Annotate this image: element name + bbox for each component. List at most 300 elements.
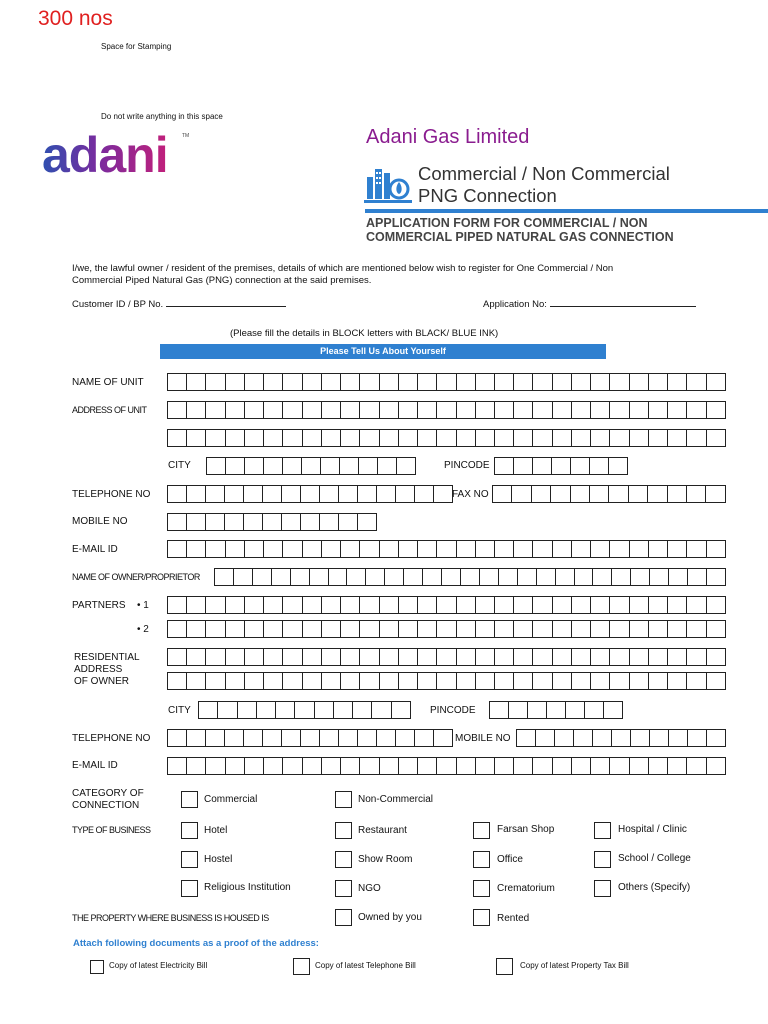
char-box[interactable] — [303, 540, 322, 558]
char-box[interactable] — [514, 596, 533, 614]
city-2-boxes[interactable] — [198, 701, 411, 719]
char-box[interactable] — [495, 757, 514, 775]
char-box[interactable] — [399, 672, 418, 690]
ngo-checkbox[interactable] — [335, 880, 352, 897]
char-box[interactable] — [206, 485, 225, 503]
char-box[interactable] — [649, 429, 668, 447]
char-box[interactable] — [339, 513, 358, 531]
owner-name-boxes[interactable] — [214, 568, 726, 586]
char-box[interactable] — [187, 729, 206, 747]
char-box[interactable] — [329, 568, 348, 586]
char-box[interactable] — [322, 540, 341, 558]
char-box[interactable] — [322, 429, 341, 447]
char-box[interactable] — [360, 373, 379, 391]
char-box[interactable] — [553, 429, 572, 447]
char-box[interactable] — [225, 485, 244, 503]
char-box[interactable] — [707, 620, 726, 638]
char-box[interactable] — [591, 672, 610, 690]
char-box[interactable] — [532, 485, 551, 503]
residential-address-boxes-1[interactable] — [167, 648, 726, 666]
char-box[interactable] — [263, 485, 282, 503]
partner-1-boxes[interactable] — [167, 596, 726, 614]
char-box[interactable] — [320, 729, 339, 747]
char-box[interactable] — [669, 568, 688, 586]
char-box[interactable] — [649, 648, 668, 666]
commercial-checkbox[interactable] — [181, 791, 198, 808]
char-box[interactable] — [238, 701, 257, 719]
char-box[interactable] — [320, 485, 339, 503]
char-box[interactable] — [283, 596, 302, 614]
char-box[interactable] — [418, 757, 437, 775]
char-box[interactable] — [360, 672, 379, 690]
char-box[interactable] — [533, 596, 552, 614]
fax-boxes[interactable] — [492, 485, 726, 503]
char-box[interactable] — [418, 596, 437, 614]
mobile-boxes[interactable] — [167, 513, 377, 531]
char-box[interactable] — [226, 401, 245, 419]
char-box[interactable] — [687, 648, 706, 666]
char-box[interactable] — [533, 457, 552, 475]
char-box[interactable] — [282, 485, 301, 503]
char-box[interactable] — [283, 620, 302, 638]
char-box[interactable] — [226, 620, 245, 638]
char-box[interactable] — [206, 620, 225, 638]
char-box[interactable] — [264, 540, 283, 558]
char-box[interactable] — [264, 620, 283, 638]
char-box[interactable] — [399, 620, 418, 638]
char-box[interactable] — [322, 401, 341, 419]
char-box[interactable] — [553, 672, 572, 690]
char-box[interactable] — [604, 701, 623, 719]
crematorium-checkbox[interactable] — [473, 880, 490, 897]
char-box[interactable] — [707, 429, 726, 447]
char-box[interactable] — [339, 485, 358, 503]
char-box[interactable] — [264, 401, 283, 419]
char-box[interactable] — [380, 401, 399, 419]
char-box[interactable] — [437, 757, 456, 775]
char-box[interactable] — [263, 513, 282, 531]
school-college-checkbox[interactable] — [594, 851, 611, 868]
char-box[interactable] — [264, 757, 283, 775]
char-box[interactable] — [378, 457, 397, 475]
char-box[interactable] — [380, 757, 399, 775]
char-box[interactable] — [264, 648, 283, 666]
char-box[interactable] — [399, 757, 418, 775]
char-box[interactable] — [226, 757, 245, 775]
char-box[interactable] — [322, 620, 341, 638]
char-box[interactable] — [434, 485, 453, 503]
char-box[interactable] — [495, 540, 514, 558]
char-box[interactable] — [609, 457, 628, 475]
char-box[interactable] — [399, 596, 418, 614]
char-box[interactable] — [687, 596, 706, 614]
char-box[interactable] — [610, 757, 629, 775]
char-box[interactable] — [553, 620, 572, 638]
char-box[interactable] — [687, 429, 706, 447]
char-box[interactable] — [187, 540, 206, 558]
char-box[interactable] — [434, 729, 453, 747]
char-box[interactable] — [341, 648, 360, 666]
char-box[interactable] — [572, 401, 591, 419]
char-box[interactable] — [630, 620, 649, 638]
char-box[interactable] — [495, 596, 514, 614]
char-box[interactable] — [360, 620, 379, 638]
char-box[interactable] — [707, 568, 726, 586]
char-box[interactable] — [547, 701, 566, 719]
char-box[interactable] — [514, 540, 533, 558]
char-box[interactable] — [396, 485, 415, 503]
char-box[interactable] — [206, 757, 225, 775]
char-box[interactable] — [295, 701, 314, 719]
char-box[interactable] — [572, 757, 591, 775]
char-box[interactable] — [168, 620, 187, 638]
char-box[interactable] — [310, 568, 329, 586]
char-box[interactable] — [707, 401, 726, 419]
char-box[interactable] — [707, 540, 726, 558]
char-box[interactable] — [509, 701, 528, 719]
char-box[interactable] — [168, 429, 187, 447]
char-box[interactable] — [593, 568, 612, 586]
char-box[interactable] — [668, 672, 687, 690]
char-box[interactable] — [206, 672, 225, 690]
char-box[interactable] — [572, 620, 591, 638]
char-box[interactable] — [437, 540, 456, 558]
char-box[interactable] — [244, 729, 263, 747]
char-box[interactable] — [437, 429, 456, 447]
char-box[interactable] — [322, 757, 341, 775]
char-box[interactable] — [514, 672, 533, 690]
char-box[interactable] — [533, 757, 552, 775]
char-box[interactable] — [187, 429, 206, 447]
char-box[interactable] — [415, 485, 434, 503]
char-box[interactable] — [610, 373, 629, 391]
char-box[interactable] — [396, 729, 415, 747]
char-box[interactable] — [341, 757, 360, 775]
char-box[interactable] — [591, 757, 610, 775]
char-box[interactable] — [553, 648, 572, 666]
char-box[interactable] — [244, 513, 263, 531]
char-box[interactable] — [630, 648, 649, 666]
char-box[interactable] — [359, 457, 378, 475]
char-box[interactable] — [572, 596, 591, 614]
char-box[interactable] — [514, 373, 533, 391]
char-box[interactable] — [253, 568, 272, 586]
char-box[interactable] — [187, 672, 206, 690]
char-box[interactable] — [418, 672, 437, 690]
char-box[interactable] — [574, 729, 593, 747]
hotel-checkbox[interactable] — [181, 822, 198, 839]
char-box[interactable] — [301, 513, 320, 531]
char-box[interactable] — [437, 373, 456, 391]
char-box[interactable] — [591, 401, 610, 419]
char-box[interactable] — [668, 648, 687, 666]
char-box[interactable] — [245, 620, 264, 638]
non-commercial-checkbox[interactable] — [335, 791, 352, 808]
char-box[interactable] — [649, 540, 668, 558]
char-box[interactable] — [341, 429, 360, 447]
partner-2-boxes[interactable] — [167, 620, 726, 638]
char-box[interactable] — [571, 457, 590, 475]
char-box[interactable] — [226, 457, 245, 475]
char-box[interactable] — [630, 672, 649, 690]
char-box[interactable] — [572, 648, 591, 666]
char-box[interactable] — [341, 672, 360, 690]
char-box[interactable] — [168, 729, 187, 747]
char-box[interactable] — [650, 568, 669, 586]
char-box[interactable] — [591, 540, 610, 558]
char-box[interactable] — [283, 757, 302, 775]
char-box[interactable] — [360, 596, 379, 614]
char-box[interactable] — [245, 540, 264, 558]
char-box[interactable] — [283, 429, 302, 447]
char-box[interactable] — [648, 485, 667, 503]
char-box[interactable] — [418, 620, 437, 638]
pincode-2-boxes[interactable] — [489, 701, 623, 719]
char-box[interactable] — [612, 729, 631, 747]
char-box[interactable] — [206, 648, 225, 666]
char-box[interactable] — [533, 672, 552, 690]
char-box[interactable] — [517, 729, 536, 747]
char-box[interactable] — [168, 757, 187, 775]
char-box[interactable] — [551, 485, 570, 503]
char-box[interactable] — [380, 429, 399, 447]
char-box[interactable] — [245, 429, 264, 447]
char-box[interactable] — [303, 373, 322, 391]
office-checkbox[interactable] — [473, 851, 490, 868]
char-box[interactable] — [688, 568, 707, 586]
char-box[interactable] — [264, 672, 283, 690]
char-box[interactable] — [514, 429, 533, 447]
char-box[interactable] — [187, 513, 206, 531]
char-box[interactable] — [245, 672, 264, 690]
char-box[interactable] — [358, 485, 377, 503]
char-box[interactable] — [476, 373, 495, 391]
char-box[interactable] — [245, 373, 264, 391]
char-box[interactable] — [187, 620, 206, 638]
char-box[interactable] — [226, 429, 245, 447]
char-box[interactable] — [687, 672, 706, 690]
telephone-2-boxes[interactable] — [167, 729, 453, 747]
char-box[interactable] — [392, 701, 411, 719]
char-box[interactable] — [553, 757, 572, 775]
char-box[interactable] — [514, 457, 533, 475]
char-box[interactable] — [688, 729, 707, 747]
char-box[interactable] — [457, 620, 476, 638]
char-box[interactable] — [630, 373, 649, 391]
owned-checkbox[interactable] — [335, 909, 352, 926]
char-box[interactable] — [187, 596, 206, 614]
char-box[interactable] — [303, 757, 322, 775]
char-box[interactable] — [245, 401, 264, 419]
char-box[interactable] — [303, 672, 322, 690]
char-box[interactable] — [334, 701, 353, 719]
char-box[interactable] — [495, 648, 514, 666]
hospital-clinic-checkbox[interactable] — [594, 822, 611, 839]
char-box[interactable] — [283, 457, 302, 475]
char-box[interactable] — [302, 457, 321, 475]
char-box[interactable] — [322, 596, 341, 614]
char-box[interactable] — [490, 701, 509, 719]
char-box[interactable] — [571, 485, 590, 503]
char-box[interactable] — [609, 485, 628, 503]
char-box[interactable] — [687, 540, 706, 558]
others-specify-checkbox[interactable] — [594, 880, 611, 897]
char-box[interactable] — [360, 429, 379, 447]
char-box[interactable] — [707, 729, 726, 747]
char-box[interactable] — [457, 648, 476, 666]
char-box[interactable] — [514, 648, 533, 666]
char-box[interactable] — [553, 540, 572, 558]
restaurant-checkbox[interactable] — [335, 822, 352, 839]
char-box[interactable] — [553, 401, 572, 419]
mobile-2-boxes[interactable] — [516, 729, 726, 747]
char-box[interactable] — [377, 729, 396, 747]
char-box[interactable] — [437, 620, 456, 638]
char-box[interactable] — [514, 757, 533, 775]
char-box[interactable] — [533, 373, 552, 391]
char-box[interactable] — [168, 672, 187, 690]
char-box[interactable] — [476, 648, 495, 666]
char-box[interactable] — [495, 429, 514, 447]
char-box[interactable] — [566, 701, 585, 719]
char-box[interactable] — [556, 568, 575, 586]
char-box[interactable] — [322, 373, 341, 391]
char-box[interactable] — [630, 596, 649, 614]
char-box[interactable] — [341, 373, 360, 391]
char-box[interactable] — [707, 648, 726, 666]
char-box[interactable] — [360, 540, 379, 558]
char-box[interactable] — [187, 757, 206, 775]
char-box[interactable] — [553, 373, 572, 391]
char-box[interactable] — [687, 485, 706, 503]
char-box[interactable] — [358, 513, 377, 531]
char-box[interactable] — [668, 401, 687, 419]
char-box[interactable] — [476, 620, 495, 638]
char-box[interactable] — [537, 568, 556, 586]
char-box[interactable] — [649, 373, 668, 391]
char-box[interactable] — [610, 648, 629, 666]
char-box[interactable] — [687, 757, 706, 775]
char-box[interactable] — [341, 401, 360, 419]
char-box[interactable] — [593, 729, 612, 747]
char-box[interactable] — [457, 540, 476, 558]
char-box[interactable] — [572, 672, 591, 690]
char-box[interactable] — [553, 596, 572, 614]
char-box[interactable] — [226, 540, 245, 558]
telephone-bill-checkbox[interactable] — [293, 958, 310, 975]
char-box[interactable] — [282, 729, 301, 747]
char-box[interactable] — [418, 401, 437, 419]
char-box[interactable] — [668, 620, 687, 638]
char-box[interactable] — [512, 485, 531, 503]
char-box[interactable] — [218, 701, 237, 719]
hostel-checkbox[interactable] — [181, 851, 198, 868]
char-box[interactable] — [630, 757, 649, 775]
char-box[interactable] — [591, 648, 610, 666]
char-box[interactable] — [687, 373, 706, 391]
char-box[interactable] — [630, 429, 649, 447]
char-box[interactable] — [245, 457, 264, 475]
char-box[interactable] — [476, 401, 495, 419]
char-box[interactable] — [591, 620, 610, 638]
property-tax-bill-checkbox[interactable] — [496, 958, 513, 975]
char-box[interactable] — [555, 729, 574, 747]
char-box[interactable] — [423, 568, 442, 586]
char-box[interactable] — [206, 513, 225, 531]
char-box[interactable] — [476, 429, 495, 447]
char-box[interactable] — [199, 701, 218, 719]
char-box[interactable] — [552, 457, 571, 475]
char-box[interactable] — [437, 596, 456, 614]
char-box[interactable] — [380, 596, 399, 614]
char-box[interactable] — [514, 620, 533, 638]
char-box[interactable] — [480, 568, 499, 586]
char-box[interactable] — [572, 540, 591, 558]
char-box[interactable] — [283, 540, 302, 558]
char-box[interactable] — [206, 729, 225, 747]
show-room-checkbox[interactable] — [335, 851, 352, 868]
char-box[interactable] — [442, 568, 461, 586]
char-box[interactable] — [495, 457, 514, 475]
char-box[interactable] — [476, 672, 495, 690]
char-box[interactable] — [168, 540, 187, 558]
char-box[interactable] — [649, 672, 668, 690]
char-box[interactable] — [493, 485, 512, 503]
char-box[interactable] — [533, 620, 552, 638]
char-box[interactable] — [301, 729, 320, 747]
char-box[interactable] — [457, 373, 476, 391]
char-box[interactable] — [276, 701, 295, 719]
char-box[interactable] — [457, 672, 476, 690]
char-box[interactable] — [630, 540, 649, 558]
char-box[interactable] — [264, 457, 283, 475]
char-box[interactable] — [257, 701, 276, 719]
char-box[interactable] — [585, 701, 604, 719]
char-box[interactable] — [301, 485, 320, 503]
char-box[interactable] — [610, 620, 629, 638]
char-box[interactable] — [339, 729, 358, 747]
char-box[interactable] — [385, 568, 404, 586]
char-box[interactable] — [226, 648, 245, 666]
char-box[interactable] — [245, 596, 264, 614]
char-box[interactable] — [303, 429, 322, 447]
char-box[interactable] — [591, 596, 610, 614]
char-box[interactable] — [668, 540, 687, 558]
char-box[interactable] — [499, 568, 518, 586]
char-box[interactable] — [495, 672, 514, 690]
char-box[interactable] — [226, 373, 245, 391]
char-box[interactable] — [303, 620, 322, 638]
char-box[interactable] — [245, 648, 264, 666]
char-box[interactable] — [457, 757, 476, 775]
char-box[interactable] — [536, 729, 555, 747]
char-box[interactable] — [168, 401, 187, 419]
char-box[interactable] — [630, 401, 649, 419]
char-box[interactable] — [168, 596, 187, 614]
char-box[interactable] — [707, 757, 726, 775]
char-box[interactable] — [380, 648, 399, 666]
char-box[interactable] — [533, 429, 552, 447]
char-box[interactable] — [340, 457, 359, 475]
char-box[interactable] — [418, 373, 437, 391]
char-box[interactable] — [380, 672, 399, 690]
char-box[interactable] — [372, 701, 391, 719]
electricity-bill-checkbox[interactable] — [90, 960, 104, 974]
char-box[interactable] — [321, 457, 340, 475]
char-box[interactable] — [533, 540, 552, 558]
char-box[interactable] — [399, 648, 418, 666]
char-box[interactable] — [631, 568, 650, 586]
